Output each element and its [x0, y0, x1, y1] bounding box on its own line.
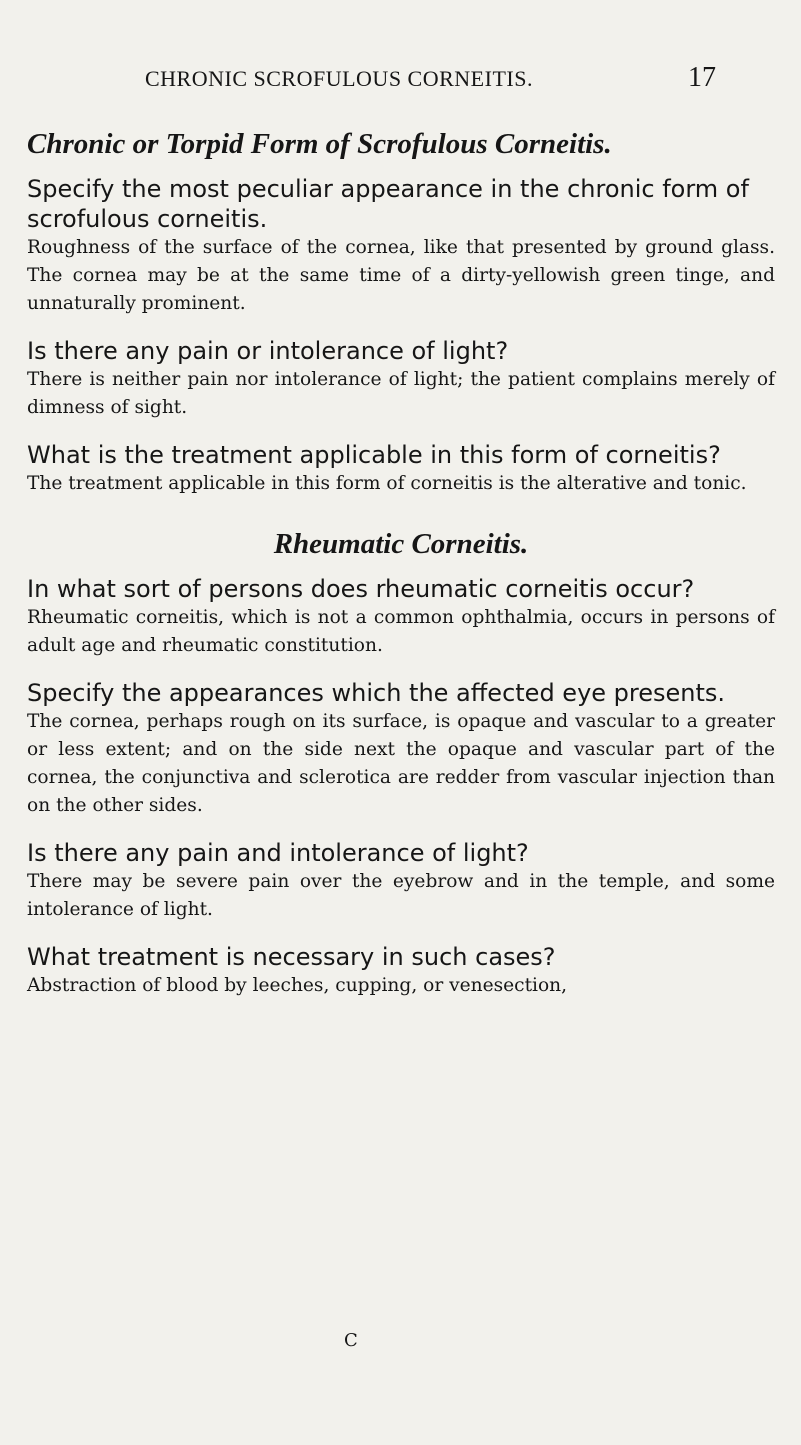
question: Specify the appearances which the affected eye presents.: [27, 679, 726, 707]
running-head: [0, 62, 801, 106]
answer: The treatment applicable in this form of corneitis is the alterative and tonic.: [27, 473, 747, 494]
answer: There may be severe pain over the eyebrow and in the temple, and some intolerance of light.: [27, 871, 775, 920]
answer: Rheumatic corneitis, which is not a common ophthalmia, occurs in persons of adult age and rheumatic constitution.: [27, 607, 775, 656]
page-number: 17: [688, 62, 716, 93]
question: Is there any pain and intolerance of light?: [27, 839, 529, 867]
question: In what sort of persons does rheumatic corneitis occur?: [27, 575, 695, 603]
question: Specify the most peculiar appearance in the chronic form of scrofulous corneitis.: [27, 175, 749, 233]
answer: Abstraction of blood by leeches, cupping, or venesection,: [27, 975, 568, 996]
signature-mark: C: [344, 1330, 358, 1351]
section-title-chronic: Chronic or Torpid Form of Scrofulous Corneitis.: [27, 128, 612, 160]
question: What is the treatment applicable in this form of corneitis?: [27, 441, 721, 469]
running-title: CHRONIC SCROFULOUS CORNEITIS.: [145, 66, 533, 91]
answer: The cornea, perhaps rough on its surface, is opaque and vascular to a greater or less extent; and on the side next the opaque and vascular part of the cornea, the conjunctiva and sclerotica are redder from vascular injection than on the other sides.: [27, 711, 775, 816]
section-title-rheumatic: Rheumatic Corneitis.: [273, 528, 529, 560]
question: What treatment is necessary in such cases?: [27, 943, 556, 971]
question: Is there any pain or intolerance of light?: [27, 337, 509, 365]
answer: Roughness of the surface of the cornea, like that presented by ground glass. The cornea may be at the same time of a dirty-yellowish green tinge, and unnaturally prominent.: [27, 237, 775, 314]
body-text: [27, 126, 775, 1018]
answer: There is neither pain nor intolerance of light; the patient complains merely of dimness of sight.: [27, 369, 775, 418]
